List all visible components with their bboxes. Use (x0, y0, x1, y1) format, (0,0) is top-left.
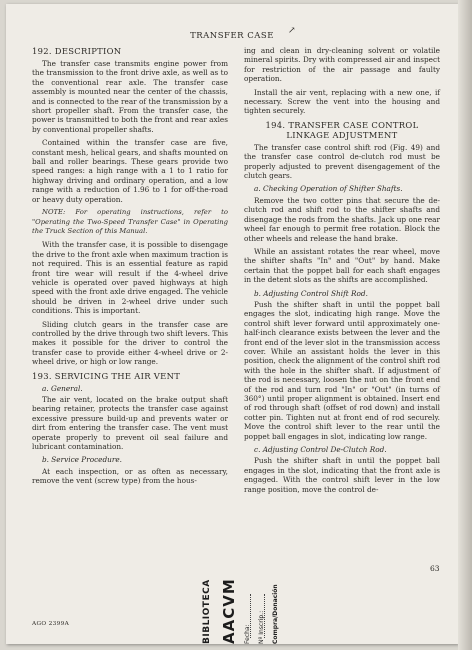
footer-code: AGO 2399A (32, 621, 70, 627)
paragraph: While an assistant rotates the rear wheel, move the shifter shafts "In" and "Out" by hand. Make certain that the poppet ball for each shaft engages in the detent slots as the shifts are accomplished. (244, 246, 440, 285)
document-page (6, 4, 458, 644)
heading-193: 193. SERVICING THE AIR VENT (32, 370, 181, 381)
page-number: 63 (430, 564, 440, 573)
pen-mark: ↗ (288, 26, 296, 36)
paragraph: With the transfer case, it is possible to disengage the drive to the front axle when maximum traction is not required. This is an essential feature as rapid front tire wear will result if the 4-wheel drive vehicle is operated over paved highways at high speed with the front axle drive engaged. The vehicle should be driven in 2-wheel drive under such conditions. This is important. (32, 240, 228, 316)
paragraph: At each inspection, or as often as necessary, remove the vent (screw type) from the hous- (32, 466, 228, 486)
stamp-field-inscripcion: Nº Inscrip.: (258, 610, 265, 644)
paragraph: Sliding clutch gears in the transfer case are controlled by the drive through two shift levers. This makes it possible for the driver to control the transfer case to provide either 4-wheel drive or 2-wheel drive, or high or low range. (32, 319, 228, 367)
paragraph: ing and clean in dry-cleaning solvent or volatile mineral spirits. Dry with compressed air and inspect for restriction of the air passage and faulty operation. (244, 46, 440, 84)
paragraph: Push the shifter shaft in until the poppet ball engages in the slot, indicating that the front axle is engaged. With the control shift lever in the low range position, move the control de- (244, 456, 440, 494)
paragraph: Install the air vent, replacing with a new one, if necessary. Screw the vent into the housing and tighten securely. (244, 87, 440, 116)
heading-192: 192. DESCRIPTION (32, 46, 122, 56)
subheading-adjusting-declutch-rod: c. Adjusting Control De-Clutch Rod. (254, 445, 387, 455)
paragraph: Push the shifter shaft in until the poppet ball engages the slot, indicating high range. Move the control shift lever forward until approximately one-half-inch clearance exists between the lever and the front end of the lever slot in the transmission access cover. While an assistant holds the lever in this position, check the alignment of the control shift rod with the hole in the shifter shaft. If adjustment of the rod is necessary, loosen the nut on the front end of the rod and turn rod "In" or "Out" (in turns of 360°) until proper alignment is obtained. Insert end of rod through shaft (offset of rod down) and install cotter pin. Tighten nut at front end of rod securely. Move the control shift lever to the rear until the poppet ball engages in slot, indicating low range. (244, 299, 440, 441)
subheading-general: a. General. (42, 383, 83, 393)
running-head: TRANSFER CASE (190, 31, 274, 41)
heading-194: 194. TRANSFER CASE CONTROL LINKAGE ADJUSTMENT (265, 119, 419, 140)
paragraph: The transfer case transmits engine power from the transmission to the front drive axle, as well as to the conventional rear axle. The transfer case assembly is mounted near the center of the chassis, and is connected to the rear of the transmission by a short propeller shaft. From the transfer case, the power is transmitted to both the front and rear axles by conventional propeller shafts. (32, 59, 228, 134)
stamp-fill-line (264, 594, 266, 638)
stamp-field-fecha: Fecha: (244, 624, 251, 644)
library-stamp-brand: AACVM (220, 578, 238, 644)
paragraph: Remove the two cotter pins that secure the de-clutch rod and shift rod to the shifter shafts and disengage the rods from the shafts. Jack up one rear wheel far enough to permit free rotation. Block the other wheels and release the hand brake. (244, 195, 440, 243)
right-column (244, 46, 440, 498)
left-column (32, 46, 228, 490)
paragraph: The transfer case control shift rod (Fig. 49) and the transfer case control de-clutch rod must be properly adjusted to prevent disengagement of the clutch gears. (244, 142, 440, 181)
stamp-fill-line (250, 594, 252, 638)
page-edge (458, 0, 472, 650)
paragraph: Contained within the transfer case are five, constant mesh, helical gears, and shafts mounted on ball and roller bearings. These gears provide two speed ranges: a high range with a 1 to 1 ratio for highway driving and ordinary operation, and a low range with a reduction of 1.96 to 1 for off-the-road or heavy duty operation. (32, 138, 228, 204)
paragraph: The air vent, located on the brake output shaft bearing retainer, protects the transfer case against excessive pressure build-up and prevents water or dirt from entering the transfer case. The vent must operate properly to prevent oil seal failure and lubricant contamination. (32, 395, 228, 452)
note: NOTE: For operating instructions, refer to "Operating the Two-Speed Transfer Case" in Operating the Truck Section of this Manual. (32, 208, 228, 235)
subheading-checking-operation: a. Checking Operation of Shifter Shafts. (254, 184, 403, 194)
library-stamp-label: BIBLIOTECA (202, 579, 212, 644)
subheading-service-procedure: b. Service Procedure. (42, 455, 122, 465)
stamp-field-compra: Compra/Donación (272, 584, 279, 644)
subheading-adjusting-shift-rod: b. Adjusting Control Shift Rod. (254, 288, 368, 298)
